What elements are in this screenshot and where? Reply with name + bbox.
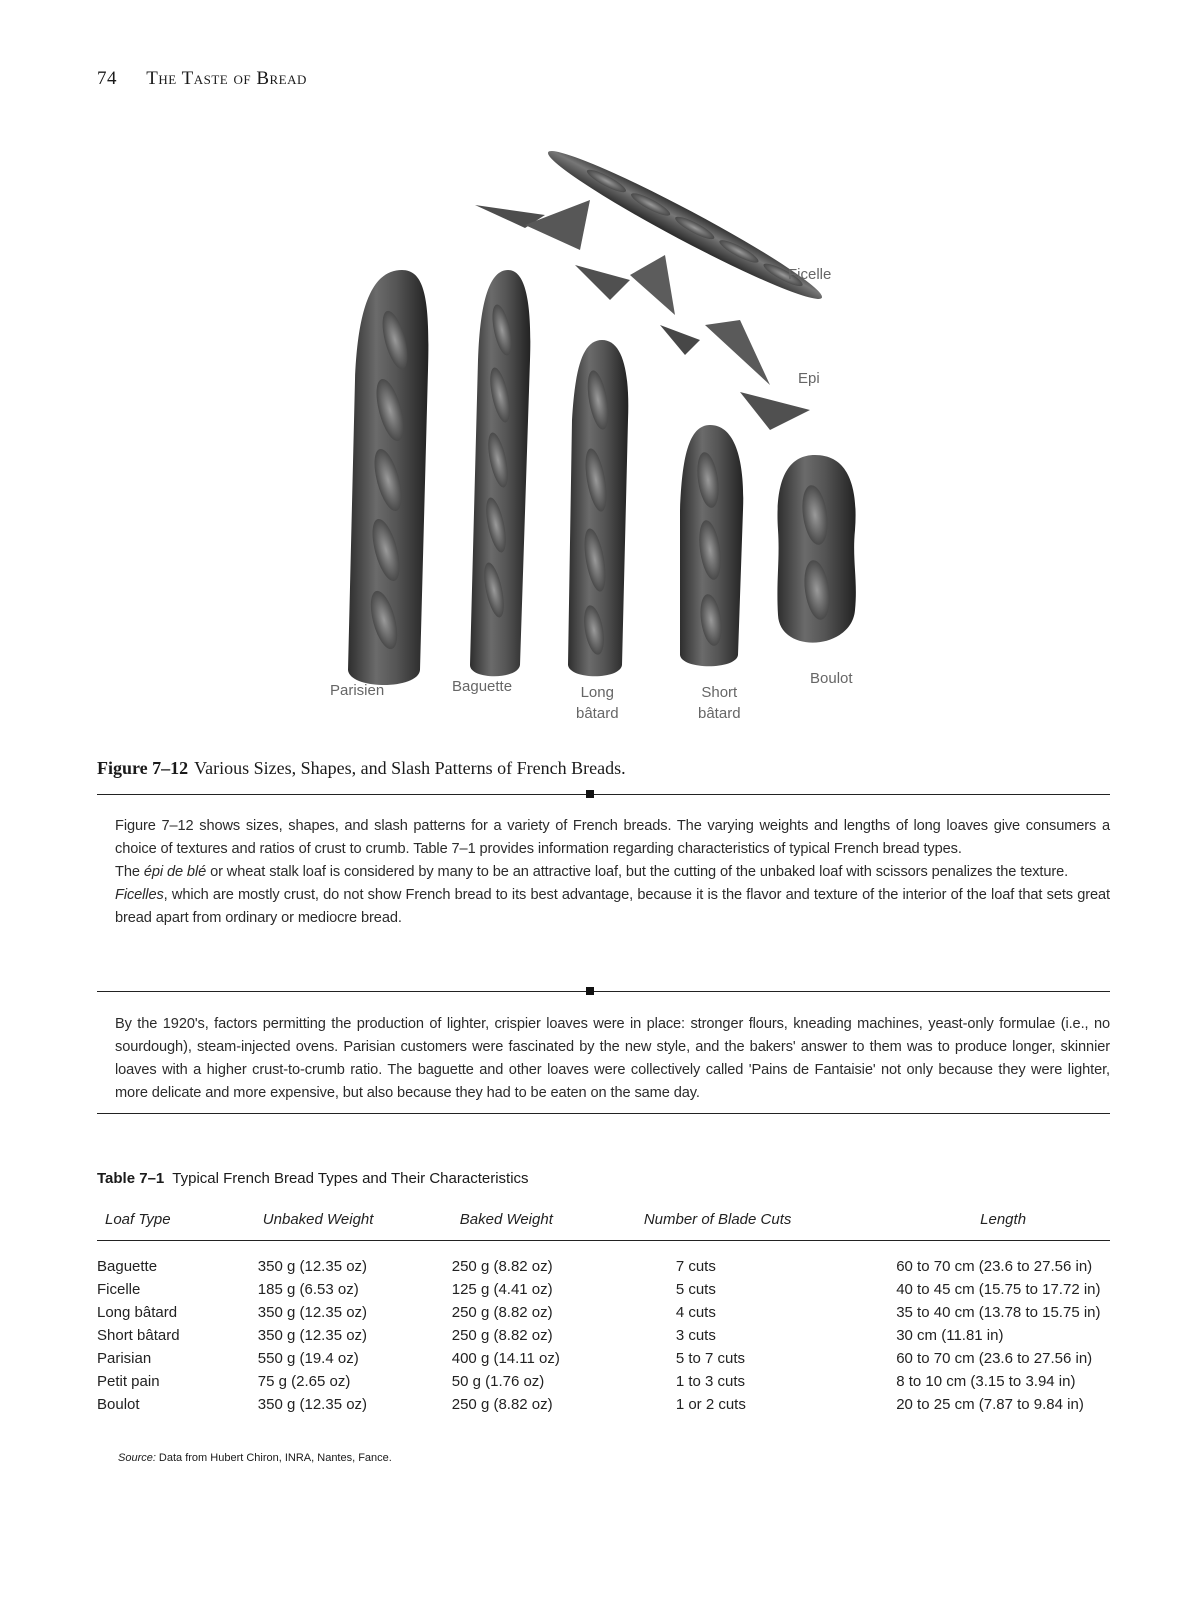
table-source-note xyxy=(118,1452,392,1464)
header-unbaked-weight: Unbaked Weight xyxy=(258,1208,452,1241)
bread-figure xyxy=(310,130,910,750)
box1-p3-em: Ficelles xyxy=(115,887,164,903)
cell-baked-weight: 250 g (8.82 oz) xyxy=(451,1396,553,1413)
cell-unbaked-weight: 350 g (12.35 oz) xyxy=(257,1258,368,1275)
cell-loaf-type: Ficelle xyxy=(97,1281,141,1298)
box1-p2-pre: The xyxy=(115,864,144,880)
cell-blade-cuts: 1 or 2 cuts xyxy=(675,1396,746,1413)
figure-label-parisien: Parisien xyxy=(330,682,385,699)
baguette-loaf xyxy=(470,270,530,676)
table-title-text: Typical French Bread Types and Their Characteristics xyxy=(172,1170,529,1187)
header-length: Length xyxy=(896,1208,1110,1241)
cell-unbaked-weight: 350 g (12.35 oz) xyxy=(257,1327,368,1344)
box1-paragraph-2 xyxy=(115,861,1110,884)
table-row xyxy=(97,1393,1110,1416)
box2-paragraph-1: By the 1920's, factors permitting the production of lighter, crispier loaves were in place: stronger flours, kneading machines, yeast-only formulae (i.e., no sourdough), steam-injected ovens. Parisian customers were fascinated by the new style, and the bakers' answer to them was to produce longer, skinnier loaves with a higher crust-to-crumb ratio. The baguette and other loaves were collectively called 'Pains de Fantaisie' not only because they were lighter, more delicate and more expensive, but also because they had to be eaten on the same day. xyxy=(115,1016,1110,1101)
figure-caption xyxy=(97,758,626,779)
cell-baked-weight: 250 g (8.82 oz) xyxy=(451,1258,553,1275)
cell-baked-weight: 250 g (8.82 oz) xyxy=(451,1327,553,1344)
running-title: The Taste of Bread xyxy=(146,68,307,89)
figure-label-epi: Epi xyxy=(798,370,820,387)
cell-length: 60 to 70 cm (23.6 to 27.56 in) xyxy=(896,1258,1093,1275)
table-title xyxy=(97,1170,529,1187)
box1-paragraph-1: Figure 7–12 shows sizes, shapes, and slash patterns for a variety of French breads. The varying weights and lengths of long loaves give consumers a choice of textures and ratios of crust to crumb. Table 7–1 provides information regarding characteristics of typical French bread types. xyxy=(115,818,1110,857)
table-row xyxy=(97,1370,1110,1393)
header-loaf-type: Loaf Type xyxy=(97,1208,258,1241)
cell-loaf-type: Baguette xyxy=(97,1258,158,1275)
cell-unbaked-weight: 75 g (2.65 oz) xyxy=(257,1373,351,1390)
cell-loaf-type: Petit pain xyxy=(97,1373,160,1390)
table-row xyxy=(97,1347,1110,1370)
cell-length: 60 to 70 cm (23.6 to 27.56 in) xyxy=(896,1350,1093,1367)
box1-text xyxy=(115,815,1110,930)
cell-length: 20 to 25 cm (7.87 to 9.84 in) xyxy=(896,1396,1084,1413)
cell-unbaked-weight: 350 g (12.35 oz) xyxy=(257,1304,368,1321)
box2-text xyxy=(115,1013,1110,1105)
cell-blade-cuts: 5 cuts xyxy=(675,1281,716,1298)
running-header xyxy=(97,68,307,90)
cell-length: 35 to 40 cm (13.78 to 15.75 in) xyxy=(896,1304,1101,1321)
cell-blade-cuts: 7 cuts xyxy=(675,1258,716,1275)
parisien-loaf xyxy=(348,270,428,685)
bread-types-table xyxy=(97,1208,1110,1416)
box2-bottom-rule xyxy=(97,1113,1110,1114)
header-blade-cuts: Number of Blade Cuts xyxy=(644,1208,896,1241)
cell-unbaked-weight: 550 g (19.4 oz) xyxy=(257,1350,359,1367)
box2-rule-marker xyxy=(586,987,594,995)
source-text: Data from Hubert Chiron, INRA, Nantes, Fance. xyxy=(158,1452,392,1464)
cell-length: 30 cm (11.81 in) xyxy=(896,1327,1004,1344)
cell-baked-weight: 125 g (4.41 oz) xyxy=(451,1281,553,1298)
cell-unbaked-weight: 185 g (6.53 oz) xyxy=(257,1281,359,1298)
box1-paragraph-3 xyxy=(115,884,1110,930)
cell-loaf-type: Short bâtard xyxy=(97,1327,180,1344)
cell-baked-weight: 250 g (8.82 oz) xyxy=(451,1304,553,1321)
table-row xyxy=(97,1278,1110,1301)
table-row xyxy=(97,1241,1110,1279)
figure-caption-text: Various Sizes, Shapes, and Slash Patterns of French Breads. xyxy=(194,758,626,778)
cell-baked-weight: 400 g (14.11 oz) xyxy=(451,1350,560,1367)
box1-top-rule xyxy=(97,794,1110,795)
boulot-loaf xyxy=(777,455,855,643)
cell-length: 40 to 45 cm (15.75 to 17.72 in) xyxy=(896,1281,1101,1298)
figure-label-baguette: Baguette xyxy=(452,678,513,695)
table-label: Table 7–1 xyxy=(97,1170,165,1187)
figure-label-boulot: Boulot xyxy=(810,670,853,687)
box1-p3-post: , which are mostly crust, do not show French bread to its best advantage, because it is the flavor and texture of the interior of the loaf that sets great bread apart from ordinary or mediocre bread. xyxy=(115,887,1110,926)
cell-loaf-type: Parisian xyxy=(97,1350,152,1367)
header-baked-weight: Baked Weight xyxy=(452,1208,644,1241)
source-label: Source: xyxy=(118,1452,156,1464)
figure-label-short-batard: Short bâtard xyxy=(698,684,741,722)
cell-blade-cuts: 5 to 7 cuts xyxy=(675,1350,746,1367)
cell-baked-weight: 50 g (1.76 oz) xyxy=(451,1373,545,1390)
cell-blade-cuts: 1 to 3 cuts xyxy=(675,1373,746,1390)
cell-blade-cuts: 3 cuts xyxy=(675,1327,716,1344)
box1-p2-em: épi de blé xyxy=(143,864,207,880)
cell-unbaked-weight: 350 g (12.35 oz) xyxy=(257,1396,368,1413)
cell-loaf-type: Boulot xyxy=(97,1396,140,1413)
box2-top-rule xyxy=(97,991,1110,992)
page-number: 74 xyxy=(97,68,117,89)
box1-p2-post: or wheat stalk loaf is considered by many to be an attractive loaf, but the cutting of the unbaked loaf with scissors penalizes the texture. xyxy=(206,864,1069,880)
table-row xyxy=(97,1324,1110,1347)
cell-blade-cuts: 4 cuts xyxy=(675,1304,716,1321)
long-batard-loaf xyxy=(568,340,628,676)
box1-rule-marker xyxy=(586,790,594,798)
cell-length: 8 to 10 cm (3.15 to 3.94 in) xyxy=(896,1373,1076,1390)
short-batard-loaf xyxy=(680,425,743,666)
figure-label-long-batard: Long bâtard xyxy=(576,684,619,722)
table-header-row xyxy=(97,1208,1110,1241)
bread-illustration xyxy=(310,130,910,750)
figure-label-ficelle: Ficelle xyxy=(788,266,832,283)
table-row xyxy=(97,1301,1110,1324)
cell-loaf-type: Long bâtard xyxy=(97,1304,178,1321)
figure-caption-label: Figure 7–12 xyxy=(97,758,189,778)
